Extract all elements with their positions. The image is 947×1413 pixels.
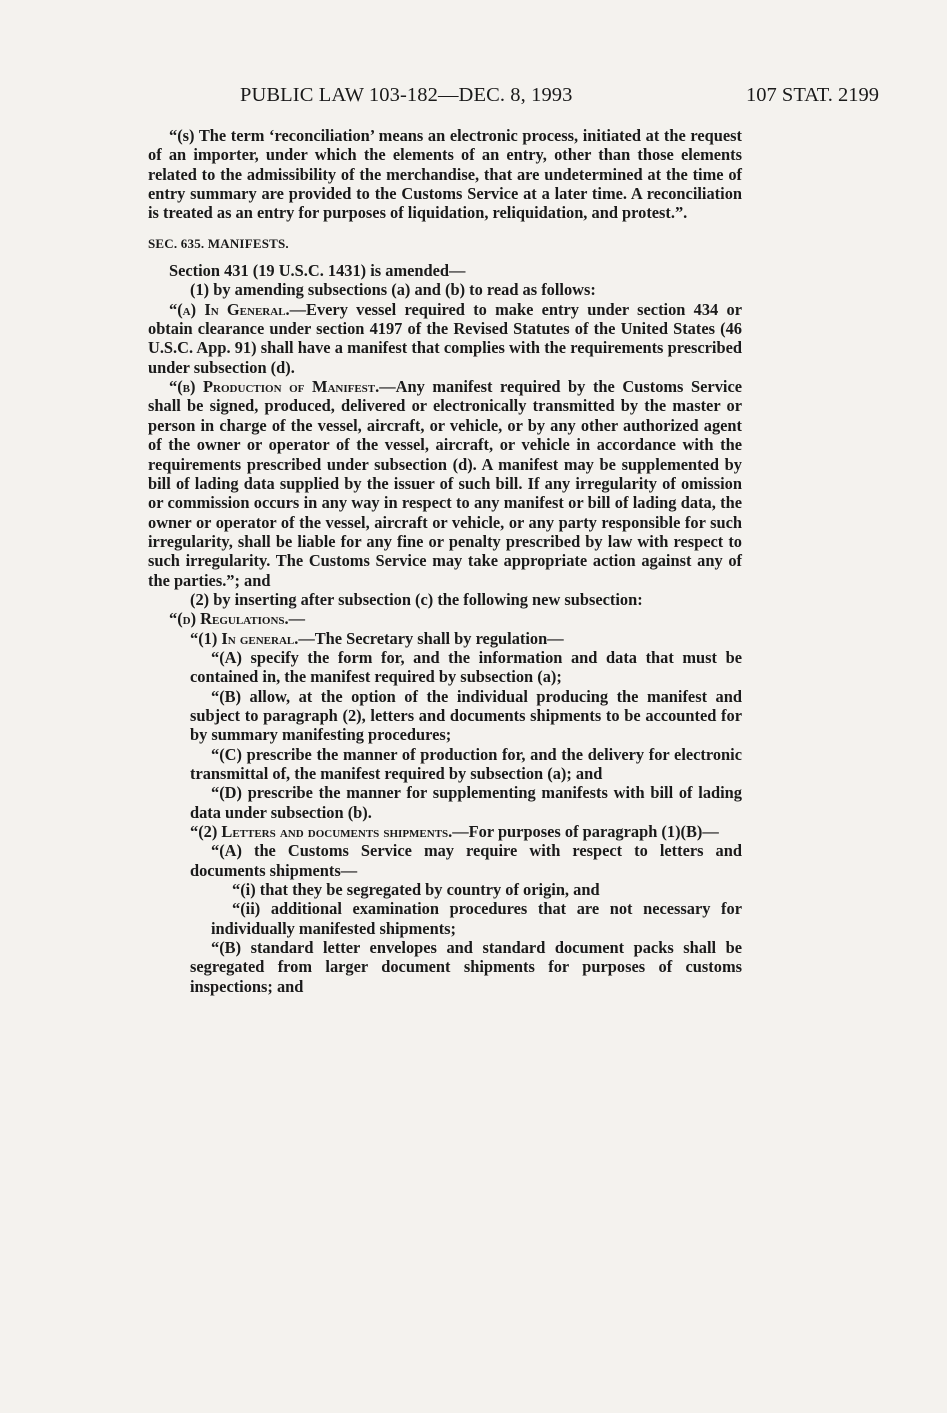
paragraph-d1-text: —The Secretary shall by regulation— bbox=[298, 628, 564, 648]
subsection-a-heading: “(a) In General. bbox=[169, 299, 290, 319]
paragraph-d1-heading: “(1) In general. bbox=[190, 628, 299, 648]
clause-d2-A-i: “(i) that they be segregated by country of origin, and bbox=[232, 880, 600, 900]
clause-d1-D: “(D) prescribe the manner for supplementing manifests with bill of lading data under subsection (b). bbox=[190, 783, 742, 822]
section-heading: SEC. 635. MANIFESTS. bbox=[148, 235, 289, 251]
subsection-d bbox=[148, 609, 742, 628]
stat-citation: 107 STAT. 2199 bbox=[746, 84, 879, 106]
amended-line: Section 431 (19 U.S.C. 1431) is amended— bbox=[169, 261, 466, 281]
paragraph-d1 bbox=[148, 629, 742, 648]
running-title: PUBLIC LAW 103-182—DEC. 8, 1993 bbox=[240, 84, 573, 106]
clause-d1-C: “(C) prescribe the manner of production for, and the delivery for electronic transmittal of, the manifest required by subsection (a); and bbox=[190, 744, 742, 783]
paragraph-d2-heading: “(2) Letters and documents shipments. bbox=[190, 822, 453, 842]
paragraph-d2-text: —For purposes of paragraph (1)(B)— bbox=[452, 822, 719, 842]
page-body bbox=[148, 126, 742, 996]
page-header bbox=[0, 84, 947, 112]
subsection-d-heading: “(d) Regulations. bbox=[169, 609, 289, 629]
subsection-b bbox=[148, 377, 742, 590]
clause-d1-B: “(B) allow, at the option of the individual producing the manifest and subject to paragraph (2), letters and documents shipments to be accounted for by summary manifesting procedures; bbox=[190, 686, 742, 745]
item-1: (1) by amending subsections (a) and (b) to read as follows: bbox=[190, 280, 596, 300]
subsection-a bbox=[148, 300, 742, 377]
paragraph-s: “(s) The term ‘reconciliation’ means an electronic process, initiated at the request of an importer, under which the elements of an entry, other than those elements related to the admissibility of the merchandise, that are undetermined at the time of entry summary are provided to the Customs Service at a later time. A reconciliation is treated as an entry for purposes of liquidation, reliquidation, and protest.”. bbox=[148, 126, 742, 223]
clause-d2-A-ii: “(ii) additional examination procedures that are not necessary for individually manifested shipments; bbox=[211, 899, 742, 938]
subsection-a-text: —Every vessel required to make entry under section 434 or obtain clearance under section 4197 of the Revised Statutes of the United States (46 U.S.C. App. 91) shall have a manifest that complies with the requirements prescribed under subsection (d). bbox=[148, 299, 743, 377]
clause-d1-A: “(A) specify the form for, and the information and data that must be contained in, the manifest required by subsection (a); bbox=[190, 647, 742, 687]
paragraph-d2 bbox=[148, 822, 742, 841]
subsection-b-text: —Any manifest required by the Customs Service shall be signed, produced, delivered or electronically transmitted by the master or person in charge of the vessel, aircraft, or vehicle, or by any other authorized agent of the owner or operator of the vessel, aircraft, or vehicle in accordance with the requirements prescribed under subsection (d). A manifest may be supplemented by bill of lading data supplied by the issuer of such bill. If any irregularity of omission or commission occurs in any way in respect to any manifest or bill of lading data, the owner or operator of the vessel, aircraft or vehicle, or any party responsible for such irregularity, shall be liable for any fine or penalty prescribed by law with respect to such irregularity. The Customs Service may take appropriate action against any of the parties.”; and bbox=[148, 377, 742, 590]
subsection-b-heading: “(b) Production of Manifest. bbox=[169, 377, 380, 397]
subsection-d-dash: — bbox=[288, 609, 306, 629]
clause-d2-A: “(A) the Customs Service may require with respect to letters and documents shipments— bbox=[190, 841, 742, 880]
clause-d2-B: “(B) standard letter envelopes and standard document packs shall be segregated from larger document shipments for purposes of customs inspections; and bbox=[190, 938, 742, 996]
item-2: (2) by inserting after subsection (c) the following new subsection: bbox=[190, 589, 643, 609]
